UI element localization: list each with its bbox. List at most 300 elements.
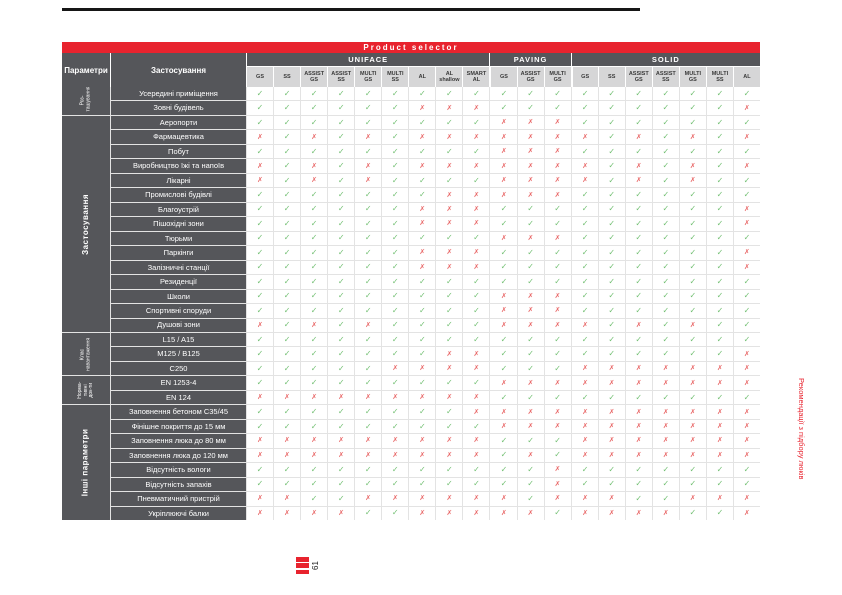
matrix-cell-check: ✓ [247, 347, 273, 360]
matrix-cell-cross: ✗ [490, 130, 516, 143]
usage-header: Застосування [111, 53, 246, 87]
matrix-cell-cross: ✗ [301, 130, 327, 143]
matrix-cell-check: ✓ [707, 159, 733, 172]
matrix-cell-cross: ✗ [545, 478, 571, 491]
matrix-cell-check: ✓ [680, 261, 706, 274]
row-label: Пневматичний пристрій [111, 492, 246, 505]
matrix-cell-cross: ✗ [680, 174, 706, 187]
matrix-cell-cross: ✗ [409, 492, 435, 505]
matrix-cell-check: ✓ [599, 391, 625, 404]
matrix-cell-cross: ✗ [382, 362, 408, 375]
matrix-cell-check: ✓ [599, 203, 625, 216]
matrix-cell-check: ✓ [409, 145, 435, 158]
matrix-cell-cross: ✗ [518, 507, 544, 520]
matrix-cell-check: ✓ [382, 203, 408, 216]
row-label: Відсутність запахів [111, 478, 246, 491]
matrix-cell-check: ✓ [247, 116, 273, 129]
matrix-cell-cross: ✗ [274, 391, 300, 404]
matrix-cell-cross: ✗ [653, 449, 679, 462]
matrix-cell-check: ✓ [355, 188, 381, 201]
matrix-cell-check: ✓ [355, 376, 381, 389]
matrix-cell-check: ✓ [707, 174, 733, 187]
matrix-cell-check: ✓ [599, 130, 625, 143]
matrix-cell-cross: ✗ [626, 449, 652, 462]
matrix-cell-check: ✓ [463, 275, 489, 288]
matrix-cell-cross: ✗ [707, 420, 733, 433]
matrix-cell-check: ✓ [382, 420, 408, 433]
row-category-text: Інші параметри [80, 428, 90, 497]
matrix-cell-check: ✓ [545, 391, 571, 404]
matrix-cell-check: ✓ [382, 275, 408, 288]
matrix-cell-check: ✓ [490, 449, 516, 462]
column-group-header: PAVING [490, 53, 570, 66]
matrix-cell-check: ✓ [599, 463, 625, 476]
matrix-cell-check: ✓ [734, 87, 760, 100]
matrix-cell-check: ✓ [626, 246, 652, 259]
matrix-cell-check: ✓ [355, 203, 381, 216]
matrix-cell-check: ✓ [490, 261, 516, 274]
matrix-cell-cross: ✗ [436, 261, 462, 274]
matrix-cell-check: ✓ [355, 463, 381, 476]
matrix-cell-check: ✓ [545, 101, 571, 114]
matrix-cell-cross: ✗ [490, 319, 516, 332]
matrix-cell-check: ✓ [680, 463, 706, 476]
matrix-cell-check: ✓ [328, 130, 354, 143]
matrix-cell-check: ✓ [707, 130, 733, 143]
matrix-cell-check: ✓ [355, 246, 381, 259]
matrix-cell-check: ✓ [463, 319, 489, 332]
matrix-cell-check: ✓ [734, 116, 760, 129]
column-subheader: ASSIST GS [518, 67, 544, 87]
matrix-cell-check: ✓ [734, 145, 760, 158]
matrix-cell-cross: ✗ [463, 246, 489, 259]
matrix-cell-check: ✓ [463, 145, 489, 158]
matrix-cell-check: ✓ [409, 333, 435, 346]
matrix-cell-check: ✓ [626, 304, 652, 317]
matrix-cell-cross: ✗ [518, 420, 544, 433]
matrix-cell-check: ✓ [707, 101, 733, 114]
matrix-cell-cross: ✗ [247, 174, 273, 187]
matrix-cell-cross: ✗ [626, 420, 652, 433]
matrix-cell-check: ✓ [436, 232, 462, 245]
matrix-cell-check: ✓ [680, 304, 706, 317]
matrix-cell-check: ✓ [545, 87, 571, 100]
matrix-cell-check: ✓ [572, 290, 598, 303]
matrix-cell-check: ✓ [328, 145, 354, 158]
matrix-cell-cross: ✗ [572, 130, 598, 143]
matrix-cell-cross: ✗ [355, 159, 381, 172]
matrix-cell-check: ✓ [409, 347, 435, 360]
matrix-cell-check: ✓ [653, 246, 679, 259]
matrix-cell-check: ✓ [328, 362, 354, 375]
matrix-cell-check: ✓ [274, 376, 300, 389]
matrix-cell-check: ✓ [653, 188, 679, 201]
matrix-cell-check: ✓ [436, 87, 462, 100]
matrix-cell-cross: ✗ [545, 116, 571, 129]
matrix-cell-check: ✓ [626, 217, 652, 230]
matrix-cell-cross: ✗ [490, 116, 516, 129]
matrix-cell-cross: ✗ [301, 159, 327, 172]
matrix-cell-cross: ✗ [436, 492, 462, 505]
matrix-cell-check: ✓ [707, 246, 733, 259]
matrix-cell-check: ✓ [355, 304, 381, 317]
matrix-cell-check: ✓ [328, 405, 354, 418]
column-subheader: MULTI SS [382, 67, 408, 87]
footer-logo-bars-icon [296, 557, 309, 574]
row-category-label [62, 405, 110, 520]
matrix-cell-check: ✓ [734, 304, 760, 317]
matrix-cell-cross: ✗ [436, 101, 462, 114]
matrix-cell-check: ✓ [247, 261, 273, 274]
matrix-cell-check: ✓ [274, 304, 300, 317]
matrix-cell-check: ✓ [653, 275, 679, 288]
matrix-cell-check: ✓ [409, 304, 435, 317]
row-label: Заповнення люка до 120 мм [111, 449, 246, 462]
matrix-cell-check: ✓ [599, 290, 625, 303]
matrix-cell-check: ✓ [626, 101, 652, 114]
matrix-cell-check: ✓ [653, 101, 679, 114]
matrix-cell-check: ✓ [274, 319, 300, 332]
matrix-cell-check: ✓ [463, 333, 489, 346]
matrix-cell-cross: ✗ [545, 159, 571, 172]
matrix-cell-check: ✓ [707, 290, 733, 303]
matrix-cell-check: ✓ [301, 203, 327, 216]
matrix-cell-check: ✓ [572, 145, 598, 158]
matrix-cell-cross: ✗ [490, 376, 516, 389]
matrix-cell-check: ✓ [328, 261, 354, 274]
matrix-cell-cross: ✗ [734, 203, 760, 216]
matrix-cell-cross: ✗ [707, 376, 733, 389]
matrix-cell-check: ✓ [626, 290, 652, 303]
matrix-cell-cross: ✗ [680, 420, 706, 433]
matrix-cell-check: ✓ [274, 232, 300, 245]
matrix-cell-check: ✓ [599, 217, 625, 230]
matrix-cell-cross: ✗ [463, 101, 489, 114]
matrix-cell-cross: ✗ [734, 449, 760, 462]
matrix-cell-check: ✓ [409, 319, 435, 332]
matrix-cell-check: ✓ [436, 376, 462, 389]
row-label: EN 1253-4 [111, 376, 246, 389]
matrix-cell-cross: ✗ [247, 492, 273, 505]
matrix-cell-check: ✓ [328, 159, 354, 172]
matrix-cell-check: ✓ [490, 101, 516, 114]
matrix-cell-check: ✓ [734, 391, 760, 404]
matrix-cell-check: ✓ [301, 87, 327, 100]
matrix-cell-check: ✓ [382, 116, 408, 129]
matrix-cell-cross: ✗ [734, 101, 760, 114]
matrix-cell-check: ✓ [463, 420, 489, 433]
matrix-cell-cross: ✗ [653, 362, 679, 375]
product-selector-table [62, 53, 760, 520]
matrix-cell-check: ✓ [518, 87, 544, 100]
matrix-cell-check: ✓ [247, 246, 273, 259]
matrix-cell-cross: ✗ [572, 420, 598, 433]
matrix-cell-check: ✓ [301, 478, 327, 491]
matrix-cell-check: ✓ [653, 463, 679, 476]
column-subheader: GS [247, 67, 273, 87]
matrix-cell-check: ✓ [626, 87, 652, 100]
matrix-cell-check: ✓ [328, 347, 354, 360]
matrix-cell-cross: ✗ [572, 434, 598, 447]
matrix-cell-check: ✓ [518, 203, 544, 216]
column-subheader: SMART AL [463, 67, 489, 87]
row-category-text: Клас навантаження [79, 337, 91, 371]
matrix-cell-check: ✓ [247, 376, 273, 389]
matrix-cell-cross: ✗ [707, 492, 733, 505]
matrix-cell-check: ✓ [518, 362, 544, 375]
matrix-cell-cross: ✗ [490, 304, 516, 317]
matrix-cell-check: ✓ [463, 232, 489, 245]
matrix-cell-cross: ✗ [436, 362, 462, 375]
row-label: Зовні будівель [111, 101, 246, 114]
matrix-cell-cross: ✗ [545, 405, 571, 418]
matrix-cell-cross: ✗ [463, 203, 489, 216]
logo-bar [296, 557, 309, 562]
matrix-cell-check: ✓ [355, 116, 381, 129]
matrix-cell-check: ✓ [274, 246, 300, 259]
matrix-cell-check: ✓ [301, 275, 327, 288]
matrix-cell-check: ✓ [518, 217, 544, 230]
matrix-cell-check: ✓ [409, 174, 435, 187]
matrix-cell-check: ✓ [247, 333, 273, 346]
matrix-cell-check: ✓ [680, 290, 706, 303]
matrix-cell-cross: ✗ [518, 319, 544, 332]
matrix-cell-check: ✓ [734, 463, 760, 476]
top-rule [62, 8, 640, 11]
matrix-cell-cross: ✗ [436, 449, 462, 462]
matrix-cell-check: ✓ [274, 405, 300, 418]
matrix-cell-cross: ✗ [518, 449, 544, 462]
matrix-cell-check: ✓ [680, 116, 706, 129]
matrix-cell-check: ✓ [707, 203, 733, 216]
matrix-cell-check: ✓ [680, 203, 706, 216]
matrix-cell-check: ✓ [599, 87, 625, 100]
matrix-cell-check: ✓ [301, 362, 327, 375]
row-label: Аеропорти [111, 116, 246, 129]
matrix-cell-cross: ✗ [355, 434, 381, 447]
matrix-cell-check: ✓ [572, 347, 598, 360]
matrix-cell-check: ✓ [382, 246, 408, 259]
matrix-cell-check: ✓ [355, 347, 381, 360]
matrix-cell-check: ✓ [626, 145, 652, 158]
matrix-cell-check: ✓ [274, 463, 300, 476]
matrix-cell-cross: ✗ [599, 507, 625, 520]
matrix-cell-check: ✓ [707, 232, 733, 245]
column-subheader: MULTI SS [707, 67, 733, 87]
matrix-cell-check: ✓ [301, 246, 327, 259]
matrix-cell-cross: ✗ [490, 290, 516, 303]
matrix-cell-cross: ✗ [490, 507, 516, 520]
matrix-cell-check: ✓ [355, 217, 381, 230]
matrix-cell-check: ✓ [572, 246, 598, 259]
matrix-cell-check: ✓ [247, 275, 273, 288]
row-label: Заповнення люка до 80 мм [111, 434, 246, 447]
matrix-cell-cross: ✗ [247, 159, 273, 172]
row-label: Пішохідні зони [111, 217, 246, 230]
matrix-cell-check: ✓ [328, 290, 354, 303]
matrix-cell-cross: ✗ [518, 376, 544, 389]
matrix-cell-cross: ✗ [599, 420, 625, 433]
column-subheader: AL [734, 67, 760, 87]
matrix-cell-cross: ✗ [653, 434, 679, 447]
matrix-cell-check: ✓ [436, 145, 462, 158]
column-subheader: ASSIST GS [301, 67, 327, 87]
matrix-cell-cross: ✗ [436, 203, 462, 216]
matrix-cell-check: ✓ [301, 304, 327, 317]
matrix-cell-check: ✓ [545, 261, 571, 274]
matrix-cell-check: ✓ [436, 304, 462, 317]
matrix-cell-cross: ✗ [572, 174, 598, 187]
matrix-cell-cross: ✗ [518, 232, 544, 245]
matrix-cell-cross: ✗ [734, 376, 760, 389]
matrix-cell-check: ✓ [707, 217, 733, 230]
row-category-label [62, 87, 110, 115]
matrix-cell-cross: ✗ [518, 130, 544, 143]
matrix-cell-cross: ✗ [490, 405, 516, 418]
matrix-cell-check: ✓ [734, 188, 760, 201]
matrix-cell-cross: ✗ [301, 319, 327, 332]
column-group-header: SOLID [572, 53, 760, 66]
column-subheader: AL [409, 67, 435, 87]
matrix-cell-check: ✓ [274, 362, 300, 375]
matrix-cell-check: ✓ [274, 188, 300, 201]
matrix-cell-check: ✓ [707, 478, 733, 491]
matrix-cell-cross: ✗ [436, 188, 462, 201]
matrix-cell-check: ✓ [490, 347, 516, 360]
matrix-cell-cross: ✗ [463, 347, 489, 360]
matrix-cell-check: ✓ [545, 449, 571, 462]
matrix-cell-cross: ✗ [707, 449, 733, 462]
matrix-cell-check: ✓ [436, 290, 462, 303]
matrix-cell-check: ✓ [436, 333, 462, 346]
matrix-cell-check: ✓ [545, 333, 571, 346]
matrix-cell-check: ✓ [518, 492, 544, 505]
matrix-cell-check: ✓ [490, 391, 516, 404]
matrix-cell-cross: ✗ [734, 347, 760, 360]
matrix-cell-cross: ✗ [463, 217, 489, 230]
matrix-cell-check: ✓ [653, 492, 679, 505]
matrix-cell-check: ✓ [599, 174, 625, 187]
matrix-cell-check: ✓ [247, 405, 273, 418]
matrix-cell-cross: ✗ [490, 420, 516, 433]
matrix-cell-cross: ✗ [707, 405, 733, 418]
matrix-cell-cross: ✗ [247, 449, 273, 462]
matrix-cell-check: ✓ [382, 376, 408, 389]
matrix-cell-check: ✓ [707, 319, 733, 332]
matrix-cell-check: ✓ [518, 261, 544, 274]
matrix-cell-check: ✓ [247, 188, 273, 201]
matrix-cell-check: ✓ [355, 261, 381, 274]
matrix-cell-cross: ✗ [274, 449, 300, 462]
matrix-cell-cross: ✗ [545, 188, 571, 201]
matrix-cell-check: ✓ [328, 304, 354, 317]
matrix-cell-check: ✓ [734, 174, 760, 187]
matrix-cell-check: ✓ [707, 333, 733, 346]
matrix-cell-check: ✓ [599, 261, 625, 274]
matrix-cell-check: ✓ [545, 507, 571, 520]
matrix-cell-check: ✓ [545, 434, 571, 447]
matrix-cell-cross: ✗ [409, 101, 435, 114]
matrix-cell-check: ✓ [518, 478, 544, 491]
matrix-cell-check: ✓ [328, 246, 354, 259]
matrix-cell-check: ✓ [355, 333, 381, 346]
matrix-cell-cross: ✗ [382, 449, 408, 462]
matrix-cell-cross: ✗ [734, 420, 760, 433]
page-title: Product selector [363, 43, 459, 52]
row-label: Тюрьми [111, 232, 246, 245]
matrix-cell-check: ✓ [274, 333, 300, 346]
matrix-cell-check: ✓ [328, 420, 354, 433]
matrix-cell-check: ✓ [490, 275, 516, 288]
matrix-cell-check: ✓ [653, 261, 679, 274]
matrix-cell-cross: ✗ [518, 159, 544, 172]
matrix-cell-check: ✓ [626, 347, 652, 360]
matrix-cell-check: ✓ [680, 478, 706, 491]
matrix-cell-check: ✓ [599, 333, 625, 346]
matrix-cell-check: ✓ [409, 376, 435, 389]
matrix-cell-cross: ✗ [274, 507, 300, 520]
matrix-cell-check: ✓ [247, 145, 273, 158]
matrix-cell-check: ✓ [301, 232, 327, 245]
matrix-cell-check: ✓ [355, 420, 381, 433]
matrix-cell-check: ✓ [436, 116, 462, 129]
matrix-cell-cross: ✗ [572, 159, 598, 172]
row-label: Фінішне покриття до 15 мм [111, 420, 246, 433]
matrix-cell-check: ✓ [680, 333, 706, 346]
matrix-cell-check: ✓ [653, 217, 679, 230]
matrix-cell-check: ✓ [409, 478, 435, 491]
column-subheader: ASSIST SS [328, 67, 354, 87]
matrix-cell-check: ✓ [382, 87, 408, 100]
row-category-label [62, 333, 110, 375]
matrix-cell-check: ✓ [518, 347, 544, 360]
matrix-cell-cross: ✗ [734, 130, 760, 143]
matrix-cell-cross: ✗ [599, 449, 625, 462]
matrix-cell-check: ✓ [463, 290, 489, 303]
matrix-cell-check: ✓ [274, 145, 300, 158]
matrix-cell-cross: ✗ [463, 159, 489, 172]
matrix-cell-cross: ✗ [247, 391, 273, 404]
matrix-cell-check: ✓ [599, 101, 625, 114]
matrix-cell-cross: ✗ [518, 174, 544, 187]
matrix-cell-cross: ✗ [626, 362, 652, 375]
matrix-cell-cross: ✗ [572, 405, 598, 418]
matrix-cell-check: ✓ [247, 101, 273, 114]
row-label: Паркінги [111, 246, 246, 259]
matrix-cell-check: ✓ [518, 101, 544, 114]
matrix-cell-cross: ✗ [355, 174, 381, 187]
matrix-cell-check: ✓ [274, 203, 300, 216]
matrix-cell-check: ✓ [328, 376, 354, 389]
matrix-cell-check: ✓ [653, 391, 679, 404]
matrix-cell-check: ✓ [328, 492, 354, 505]
matrix-cell-check: ✓ [274, 347, 300, 360]
matrix-cell-check: ✓ [274, 261, 300, 274]
matrix-cell-check: ✓ [328, 478, 354, 491]
row-label: Фармацевтика [111, 130, 246, 143]
matrix-cell-check: ✓ [572, 188, 598, 201]
row-label: Резиденції [111, 275, 246, 288]
matrix-cell-check: ✓ [463, 463, 489, 476]
matrix-cell-check: ✓ [301, 290, 327, 303]
matrix-cell-check: ✓ [734, 275, 760, 288]
matrix-cell-cross: ✗ [680, 434, 706, 447]
matrix-cell-check: ✓ [328, 275, 354, 288]
matrix-cell-cross: ✗ [626, 405, 652, 418]
matrix-cell-cross: ✗ [707, 434, 733, 447]
matrix-cell-cross: ✗ [247, 507, 273, 520]
row-label: Спортивні споруди [111, 304, 246, 317]
